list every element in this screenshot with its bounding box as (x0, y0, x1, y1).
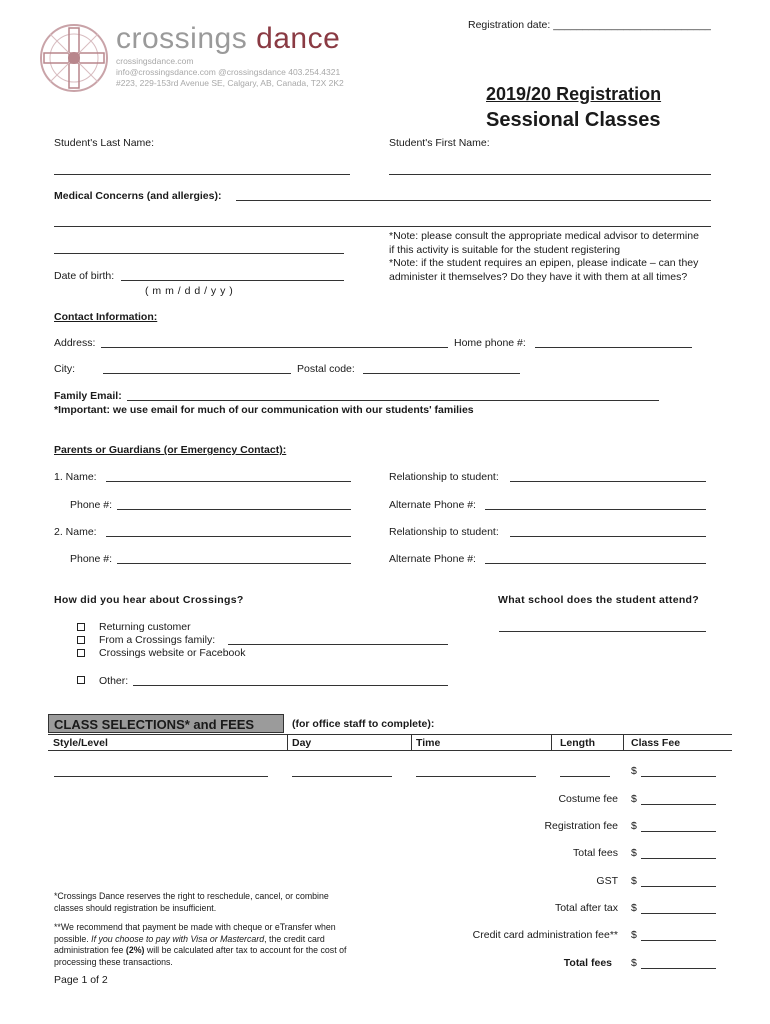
guardian1-relationship-label: Relationship to student: (389, 471, 499, 483)
footnote-payment-line3 (54, 945, 346, 957)
office-staff-note: (for office staff to complete): (292, 718, 435, 730)
logo-contact (116, 56, 344, 89)
medical-notes (389, 230, 699, 284)
registration-fee-label: Registration fee (544, 820, 618, 832)
col-divider (623, 735, 624, 750)
guardian2-alt-phone-field[interactable] (485, 563, 706, 564)
guardian1-name-label: 1. Name: (54, 471, 97, 483)
footnote-text: possible. (54, 933, 92, 944)
address-label: Address: (54, 337, 96, 349)
time-field[interactable] (416, 776, 536, 777)
school-question: What school does the student attend? (498, 594, 699, 606)
gst-dollar: $ (631, 875, 637, 887)
guardian2-relationship-label: Relationship to student: (389, 526, 499, 538)
guardian2-relationship-field[interactable] (510, 536, 706, 537)
footnote-italic-text: If you choose to pay with Visa or Mastercard (91, 933, 265, 944)
registration-fee-field[interactable] (641, 831, 716, 832)
medical-field-line2[interactable] (54, 226, 711, 227)
col-divider (551, 735, 552, 750)
postal-code-label: Postal code: (297, 363, 355, 375)
footnote-reschedule-line1: *Crossings Dance reserves the right to reschedule, cancel, or combine (54, 891, 329, 901)
total-after-tax-field[interactable] (641, 913, 716, 914)
costume-fee-dollar: $ (631, 793, 637, 805)
option-other-field[interactable] (133, 685, 448, 686)
gst-field[interactable] (641, 886, 716, 887)
logo-website: crossingsdance.com (116, 56, 194, 66)
guardian1-name-field[interactable] (106, 481, 351, 482)
guardian1-alt-phone-field[interactable] (485, 509, 706, 510)
option-family-label: From a Crossings family: (99, 634, 216, 646)
option-other-checkbox[interactable] (77, 676, 85, 684)
cc-admin-fee-field[interactable] (641, 940, 716, 941)
logo-cross-icon (38, 22, 110, 94)
city-label: City: (54, 363, 75, 375)
footnote-reschedule-line2: classes should registration be insufficient. (54, 902, 217, 913)
col-class-fee: Class Fee (631, 737, 681, 749)
medical-note-4: administer it themselves? Do they have it with them at all times? (389, 270, 688, 283)
contact-heading: Contact Information: (54, 311, 158, 323)
home-phone-label: Home phone #: (454, 337, 526, 349)
page-title: 2019/20 Registration (486, 84, 662, 104)
guardian2-alt-phone-label: Alternate Phone #: (389, 553, 476, 565)
style-level-field[interactable] (54, 776, 268, 777)
family-email-label: Family Email: (54, 390, 122, 402)
first-name-label: Student's First Name: (389, 137, 490, 149)
school-field[interactable] (499, 631, 706, 632)
grand-total-field[interactable] (641, 968, 716, 969)
costume-fee-label: Costume fee (558, 793, 618, 805)
col-style-level: Style/Level (53, 737, 108, 749)
logo-word-crossings: crossings (116, 22, 248, 55)
total-fees-field[interactable] (641, 858, 716, 859)
class-selections-heading: CLASS SELECTIONS* and FEES (48, 714, 284, 733)
postal-code-field[interactable] (363, 373, 520, 374)
heard-question: How did you hear about Crossings? (54, 594, 244, 606)
col-day: Day (292, 737, 312, 749)
option-family-checkbox[interactable] (77, 636, 85, 644)
registration-date-label: Registration date: ___________________________ (468, 19, 711, 31)
option-family-field[interactable] (228, 644, 448, 645)
option-returning-label: Returning customer (99, 621, 191, 633)
cc-admin-fee-label: Credit card administration fee** (472, 929, 618, 941)
costume-fee-field[interactable] (641, 804, 716, 805)
class-table-header (48, 734, 732, 751)
footnote-payment-line2 (54, 934, 346, 946)
footnote-bold-text: (2%) (125, 945, 145, 955)
page-number: Page 1 of 2 (54, 974, 108, 986)
guardian2-phone-label: Phone #: (70, 553, 113, 565)
total-fees-label: Total fees (573, 847, 618, 859)
option-website-label: Crossings website or Facebook (99, 647, 246, 659)
class-fee-dollar: $ (631, 765, 637, 777)
guardian2-name-label: 2. Name: (54, 526, 97, 538)
footnote-payment (54, 922, 346, 968)
col-divider (411, 735, 412, 750)
footnote-reschedule (54, 891, 329, 914)
footnote-payment-line4: processing these transactions. (54, 956, 173, 967)
dob-format-hint: ( m m / d d / y y ) (145, 285, 234, 297)
guardian1-relationship-field[interactable] (510, 481, 706, 482)
option-returning-checkbox[interactable] (77, 623, 85, 631)
cc-admin-fee-dollar: $ (631, 929, 637, 941)
grand-total-label: Total fees (563, 957, 612, 969)
medical-note-3: *Note: if the student requires an epipen, please indicate – can they (389, 257, 699, 269)
dob-label: Date of birth: (54, 270, 115, 282)
gst-label: GST (596, 875, 618, 887)
col-time: Time (416, 737, 441, 749)
medical-field-line1[interactable] (236, 200, 711, 201)
page-subtitle: Sessional Classes (486, 109, 661, 131)
option-other-label: Other: (99, 675, 129, 687)
family-email-field[interactable] (127, 400, 659, 401)
guardian1-phone-field[interactable] (117, 509, 351, 510)
footnote-text: , the credit card (264, 933, 325, 944)
city-field[interactable] (103, 373, 291, 374)
total-after-tax-label: Total after tax (554, 902, 618, 914)
email-important-note: *Important: we use email for much of our communication with our students' families (54, 404, 474, 416)
dob-field[interactable] (121, 280, 344, 281)
first-name-field[interactable] (389, 174, 711, 175)
last-name-label: Student's Last Name: (54, 137, 155, 149)
medical-field-line3[interactable] (54, 253, 344, 254)
class-fee-field[interactable] (641, 776, 716, 777)
home-phone-field[interactable] (535, 347, 692, 348)
logo-word-dance: dance (256, 22, 341, 55)
guardian2-name-field[interactable] (106, 536, 351, 537)
guardian1-phone-label: Phone #: (70, 499, 113, 511)
footnote-payment-line1: **We recommend that payment be made with cheque or eTransfer when (54, 922, 336, 932)
guardian2-phone-field[interactable] (117, 563, 351, 564)
logo-address: #223, 229-153rd Avenue SE, Calgary, AB, Canada, T2X 2K2 (116, 78, 344, 88)
total-fees-dollar: $ (631, 847, 637, 859)
logo-wordmark (116, 22, 340, 56)
medical-note-1: *Note: please consult the appropriate medical advisor to determine (389, 230, 699, 242)
length-field[interactable] (560, 776, 610, 777)
logo-email-phone: info@crossingsdance.com @crossingsdance 403.254.4321 (116, 67, 341, 77)
footnote-text: administration fee (54, 945, 126, 955)
day-field[interactable] (292, 776, 392, 777)
footnote-text: will be calculated after tax to account for the cost of (144, 945, 347, 955)
col-divider (287, 735, 288, 750)
registration-fee-dollar: $ (631, 820, 637, 832)
last-name-field[interactable] (54, 174, 350, 175)
medical-note-2: if this activity is suitable for the student registering (389, 243, 621, 256)
logo-emblem (38, 22, 110, 99)
medical-label: Medical Concerns (and allergies): (54, 190, 222, 202)
option-website-checkbox[interactable] (77, 649, 85, 657)
col-length: Length (560, 737, 595, 749)
guardian1-alt-phone-label: Alternate Phone #: (389, 499, 476, 511)
address-field[interactable] (101, 347, 448, 348)
guardians-heading: Parents or Guardians (or Emergency Contact): (54, 444, 287, 456)
grand-total-dollar: $ (631, 957, 637, 969)
total-after-tax-dollar: $ (631, 902, 637, 914)
